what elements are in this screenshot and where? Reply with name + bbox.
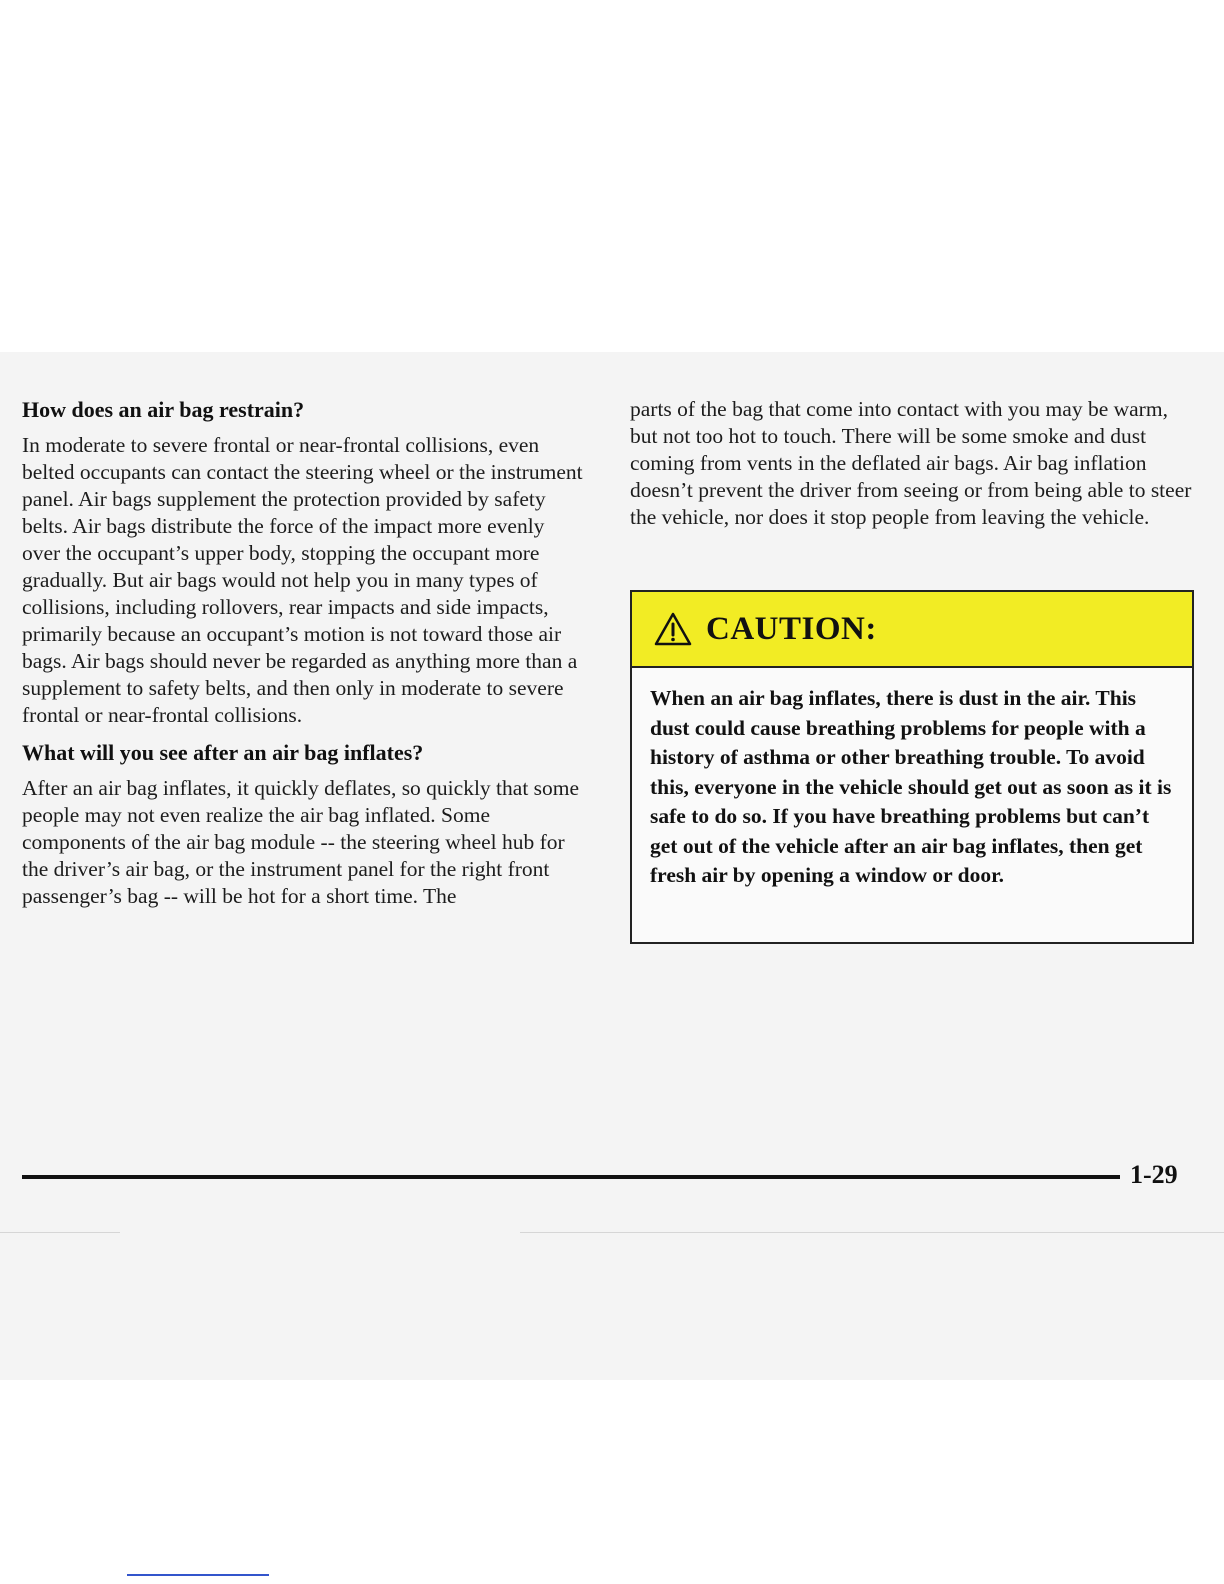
warning-triangle-icon	[654, 612, 692, 646]
caution-title: CAUTION:	[706, 610, 877, 647]
left-column	[22, 396, 584, 920]
paragraph-continued: parts of the bag that come into contact with you may be warm, but not too hot to touch. There will be some smoke and dust coming from vents in the deflated air bags. Air bag inflation doesn’t prevent the driver from seeing or from being able to steer the vehicle, nor does it stop people from leaving the vehicle.	[630, 397, 1192, 529]
caution-box	[630, 590, 1194, 944]
scan-artifact-line	[0, 1232, 120, 1233]
footer-rule	[22, 1175, 1120, 1179]
scan-artifact-line	[520, 1232, 1224, 1233]
section-heading-restrain: How does an air bag restrain?	[22, 397, 305, 422]
paragraph-after-inflation: After an air bag inflates, it quickly deflates, so quickly that some people may not even realize the air bag inflated. Some components of the air bag module -- the steering wheel hub for the driver’s air bag, or the instrument panel for the right front passenger’s bag -- will be hot for a short time. The	[22, 776, 580, 908]
caution-text: When an air bag inflates, there is dust in the air. This dust could cause breathing problems for people with a history of asthma or other breathing trouble. To avoid this, everyone in the vehicle should get out as soon as it is safe to do so. If you have breathing problems but can’t get out of the vehicle after an air bag inflates, then get fresh air by opening a window or door.	[650, 686, 1172, 887]
bottom-link-underline[interactable]	[127, 1574, 269, 1576]
page-number: 1-29	[1130, 1160, 1178, 1189]
right-column	[630, 396, 1196, 541]
caution-header	[632, 592, 1192, 668]
paragraph-restrain: In moderate to severe frontal or near-frontal collisions, even belted occupants can contact the steering wheel or the instrument panel. Air bags supplement the protection provided by safety belts. Air bags distribute the force of the impact more evenly over the occupant’s upper body, stopping the occupant more gradually. But air bags would not help you in many types of collisions, including rollovers, rear impacts and side impacts, primarily because an occupant’s motion is not toward those air bags. Air bags should never be regarded as anything more than a supplement to safety belts, and then only in moderate to severe frontal or near-frontal collisions.	[22, 433, 583, 727]
section-heading-after-inflation: What will you see after an air bag inflates?	[22, 740, 424, 765]
